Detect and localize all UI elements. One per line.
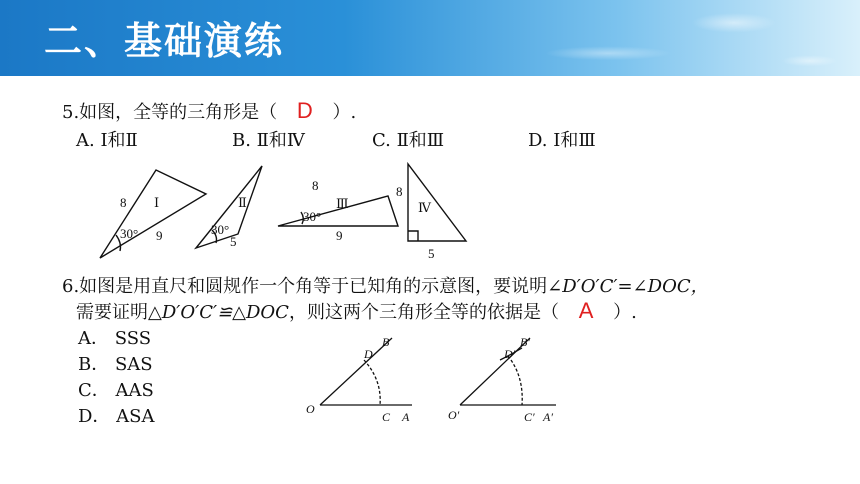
- left-label-b: B: [382, 335, 390, 349]
- q5-answer: D: [296, 98, 313, 123]
- q6-option-b: B． SAS: [78, 354, 153, 375]
- q6-angle-statement: ∠D′O′C′=∠DOC，: [547, 276, 709, 297]
- t2-angle: 30°: [211, 222, 230, 237]
- left-arc: [364, 360, 380, 405]
- q5-option-c: C. Ⅱ和Ⅲ: [372, 130, 445, 151]
- q5-option-d: D. Ⅰ和Ⅲ: [528, 130, 596, 151]
- q6-line1-text: 6.如图是用直尺和圆规作一个角等于已知角的示意图，要说明: [62, 276, 548, 297]
- q6-option-d: D． ASA: [78, 406, 155, 427]
- t1-roman: Ⅰ: [154, 195, 160, 210]
- q6-close: ）.: [613, 302, 637, 323]
- t3-side-b: 9: [336, 228, 343, 243]
- t3-roman: Ⅲ: [336, 196, 349, 211]
- t3-angle: 30°: [303, 209, 322, 224]
- left-label-d: D: [364, 347, 373, 361]
- t4-side-b: 5: [428, 246, 435, 261]
- left-label-o: O: [306, 402, 315, 416]
- t3-side-a: 8: [312, 178, 319, 193]
- right-label-c: C′: [524, 410, 535, 424]
- q6-line2-prefix: 需要证明: [76, 302, 148, 323]
- section-title: 二、基础演练: [44, 19, 285, 63]
- right-label-b: B′: [520, 335, 530, 349]
- t2-roman: Ⅱ: [238, 195, 247, 210]
- q5-close: ）.: [332, 102, 357, 123]
- left-label-c: C: [382, 410, 391, 424]
- q6-option-c: C． AAS: [78, 380, 154, 401]
- q5-stem: 5.如图，全等的三角形是（: [62, 102, 278, 123]
- right-label-a: A′: [543, 410, 553, 424]
- t1-side-b: 9: [156, 228, 163, 243]
- q6-answer: A: [578, 298, 594, 323]
- q5-option-b: B. Ⅱ和Ⅳ: [232, 130, 305, 151]
- q6-congruence: △D′O′C′≌△DOC: [148, 302, 289, 323]
- right-label-d: D′: [504, 347, 516, 361]
- left-label-a: A: [402, 410, 410, 424]
- right-label-o: O′: [448, 408, 460, 422]
- q6-line2-suffix: ，则这两个三角形全等的依据是（: [288, 302, 559, 323]
- right-arc: [508, 356, 522, 405]
- t4-roman: Ⅳ: [418, 200, 431, 215]
- t1-angle: 30°: [120, 226, 139, 241]
- t2-side-a: 5: [230, 234, 237, 249]
- q5-option-a: A. Ⅰ和Ⅱ: [76, 130, 138, 151]
- t4-side-a: 8: [396, 184, 403, 199]
- q6-option-a: A． SSS: [78, 328, 152, 349]
- t1-side-a: 8: [120, 195, 127, 210]
